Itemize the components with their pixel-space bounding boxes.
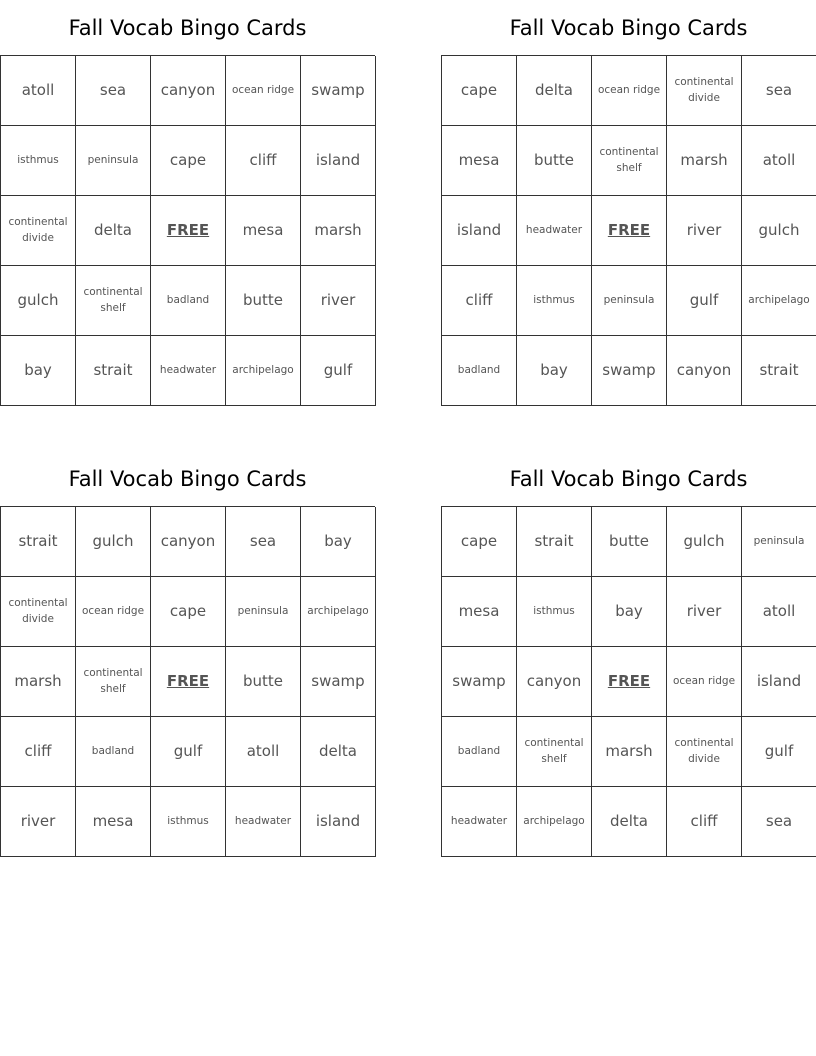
bingo-cell: strait	[1, 507, 76, 577]
bingo-cell: gulf	[151, 717, 226, 787]
card-title: Fall Vocab Bingo Cards	[68, 16, 307, 40]
bingo-cell: sea	[226, 507, 301, 577]
bingo-cell: ocean ridge	[226, 56, 301, 126]
bingo-cell: river	[667, 196, 742, 266]
bingo-cell: island	[301, 787, 376, 857]
bingo-cell: butte	[517, 126, 592, 196]
bingo-cell: headwater	[442, 787, 517, 857]
bingo-cell: archipelago	[517, 787, 592, 857]
bingo-cell: sea	[742, 787, 816, 857]
bingo-cell: strait	[742, 336, 816, 406]
bingo-cell: gulch	[667, 507, 742, 577]
bingo-cell: cliff	[1, 717, 76, 787]
bingo-cell: butte	[226, 647, 301, 717]
bingo-cell: gulch	[1, 266, 76, 336]
bingo-cell: continental shelf	[76, 647, 151, 717]
free-space: FREE	[592, 647, 667, 717]
bingo-cell: mesa	[226, 196, 301, 266]
bingo-cell: badland	[442, 717, 517, 787]
bingo-cell: marsh	[667, 126, 742, 196]
bingo-cell: gulf	[742, 717, 816, 787]
bingo-cell: headwater	[517, 196, 592, 266]
bingo-cell: strait	[76, 336, 151, 406]
bingo-cell: atoll	[742, 577, 816, 647]
bingo-cell: butte	[226, 266, 301, 336]
bingo-cell: cape	[442, 56, 517, 126]
bingo-cell: atoll	[226, 717, 301, 787]
bingo-cell: mesa	[76, 787, 151, 857]
bingo-cell: ocean ridge	[592, 56, 667, 126]
bingo-cell: swamp	[301, 56, 376, 126]
bingo-cell: river	[1, 787, 76, 857]
free-space: FREE	[151, 196, 226, 266]
bingo-cell: continental shelf	[517, 717, 592, 787]
bingo-cell: continental divide	[667, 56, 742, 126]
bingo-cell: marsh	[301, 196, 376, 266]
bingo-cell: gulch	[76, 507, 151, 577]
bingo-cell: headwater	[226, 787, 301, 857]
bingo-cell: archipelago	[226, 336, 301, 406]
bingo-cell: peninsula	[76, 126, 151, 196]
bingo-cell: cape	[151, 126, 226, 196]
bingo-cell: swamp	[592, 336, 667, 406]
bingo-cell: sea	[742, 56, 816, 126]
bingo-cell: peninsula	[742, 507, 816, 577]
bingo-cell: continental shelf	[592, 126, 667, 196]
free-space: FREE	[592, 196, 667, 266]
bingo-cell: gulf	[301, 336, 376, 406]
bingo-cell: delta	[592, 787, 667, 857]
bingo-cell: butte	[592, 507, 667, 577]
bingo-cell: isthmus	[151, 787, 226, 857]
bingo-cell: continental divide	[1, 196, 76, 266]
bingo-cell: cape	[442, 507, 517, 577]
card-title: Fall Vocab Bingo Cards	[68, 467, 307, 491]
bingo-cell: headwater	[151, 336, 226, 406]
bingo-cell: continental divide	[1, 577, 76, 647]
bingo-cell: canyon	[151, 507, 226, 577]
bingo-cell: bay	[517, 336, 592, 406]
bingo-cell: swamp	[301, 647, 376, 717]
bingo-cell: isthmus	[1, 126, 76, 196]
bingo-card-3	[0, 451, 375, 857]
bingo-cell: bay	[1, 336, 76, 406]
bingo-cell: ocean ridge	[667, 647, 742, 717]
bingo-cell: strait	[517, 507, 592, 577]
card-title: Fall Vocab Bingo Cards	[509, 467, 748, 491]
bingo-card-4	[441, 451, 816, 857]
bingo-cell: cape	[151, 577, 226, 647]
bingo-cell: peninsula	[226, 577, 301, 647]
bingo-cell: marsh	[1, 647, 76, 717]
bingo-cell: bay	[301, 507, 376, 577]
bingo-cell: mesa	[442, 577, 517, 647]
bingo-cell: ocean ridge	[76, 577, 151, 647]
bingo-cell: canyon	[667, 336, 742, 406]
bingo-cell: delta	[76, 196, 151, 266]
free-space: FREE	[151, 647, 226, 717]
bingo-card-1	[0, 0, 375, 406]
bingo-cell: badland	[76, 717, 151, 787]
bingo-cell: badland	[151, 266, 226, 336]
card-title: Fall Vocab Bingo Cards	[509, 16, 748, 40]
bingo-cell: peninsula	[592, 266, 667, 336]
bingo-cell: cliff	[667, 787, 742, 857]
bingo-cell: canyon	[517, 647, 592, 717]
bingo-cell: river	[667, 577, 742, 647]
bingo-cell: cliff	[442, 266, 517, 336]
bingo-cell: archipelago	[301, 577, 376, 647]
bingo-cell: delta	[301, 717, 376, 787]
bingo-cell: gulf	[667, 266, 742, 336]
bingo-cell: delta	[517, 56, 592, 126]
bingo-grid	[441, 55, 816, 406]
bingo-cell: mesa	[442, 126, 517, 196]
bingo-cell: canyon	[151, 56, 226, 126]
bingo-cell: river	[301, 266, 376, 336]
bingo-cell: marsh	[592, 717, 667, 787]
bingo-grid	[0, 506, 375, 857]
bingo-cell: isthmus	[517, 577, 592, 647]
bingo-cell: cliff	[226, 126, 301, 196]
bingo-cell: atoll	[1, 56, 76, 126]
bingo-cell: swamp	[442, 647, 517, 717]
bingo-cell: gulch	[742, 196, 816, 266]
bingo-cell: badland	[442, 336, 517, 406]
bingo-grid	[0, 55, 375, 406]
bingo-cell: continental shelf	[76, 266, 151, 336]
bingo-cell: archipelago	[742, 266, 816, 336]
bingo-cell: island	[742, 647, 816, 717]
bingo-card-2	[441, 0, 816, 406]
bingo-cell: bay	[592, 577, 667, 647]
bingo-cell: continental divide	[667, 717, 742, 787]
bingo-cell: isthmus	[517, 266, 592, 336]
bingo-grid	[441, 506, 816, 857]
bingo-cell: atoll	[742, 126, 816, 196]
bingo-cell: sea	[76, 56, 151, 126]
bingo-cell: island	[442, 196, 517, 266]
bingo-cell: island	[301, 126, 376, 196]
